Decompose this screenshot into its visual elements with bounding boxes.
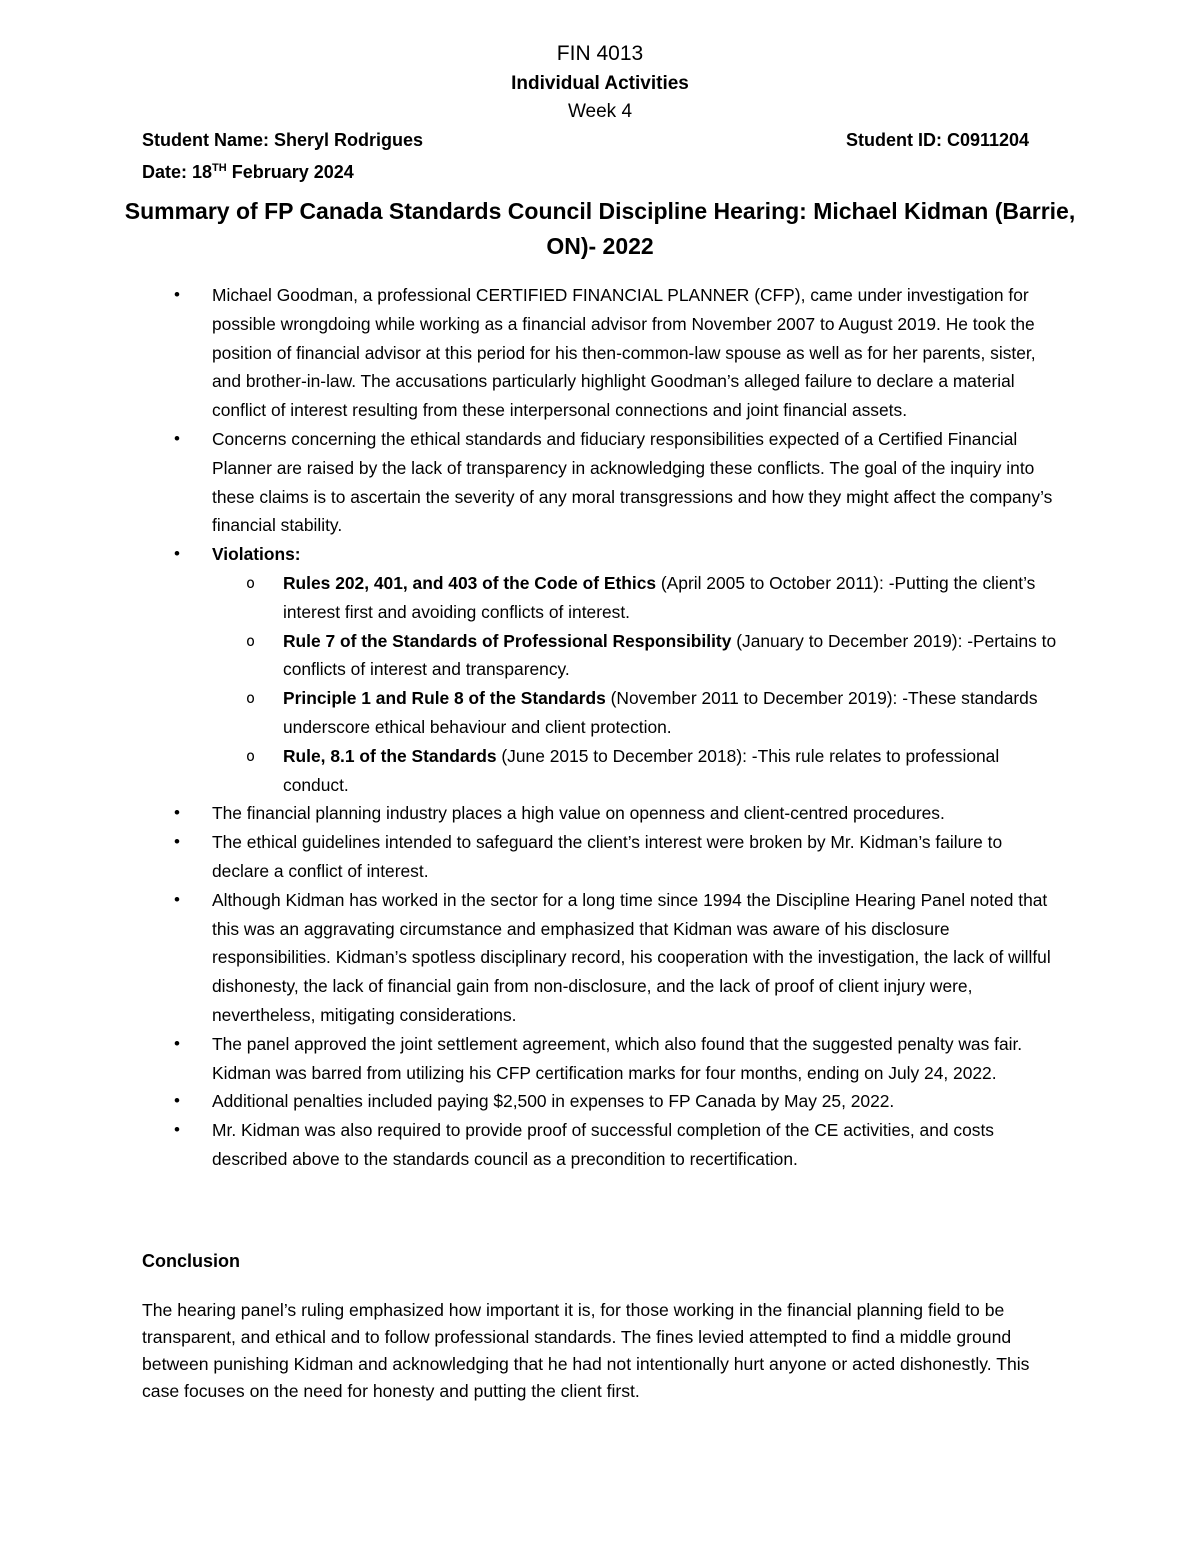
- bullet-icon: •: [174, 889, 180, 909]
- bullet-icon: •: [174, 285, 180, 304]
- violation-detail: (January to December 2019): -Pertains to conflicts of interest and transparency.: [283, 630, 1057, 680]
- violations-label: Violations:: [212, 544, 301, 565]
- bullet-icon: •: [174, 544, 180, 564]
- conclusion-heading: Conclusion: [142, 1251, 240, 1271]
- violation-rule: Rules 202, 401, and 403 of the Code of Ethics: [283, 572, 657, 593]
- list-item: [142, 828, 1062, 886]
- bullet-icon: •: [174, 803, 180, 823]
- bullet-icon: •: [174, 1033, 180, 1053]
- bullet-text: Although Kidman has worked in the sector for a long time since 1994 the Discipline Hearing Panel noted that this was an aggravating circumstance and emphasized that Kidman was aware of his disclosure responsibilities. Kidman’s spotless disciplinary record, his cooperation with the investigation, the lack of willful dishonesty, the lack of financial gain from non-disclosure, and the lack of proof of client injury were, nevertheless, mitigating considerations.: [212, 889, 1051, 1025]
- bullet-text: Additional penalties included paying $2,500 in expenses to FP Canada by May 25, 2022.: [212, 1091, 895, 1112]
- bullet-icon: •: [174, 832, 180, 852]
- violation-rule: Rule 7 of the Standards of Professional Responsibility: [283, 630, 732, 651]
- list-item: [142, 1087, 1062, 1116]
- violations-sublist: [142, 569, 1062, 799]
- list-item: [142, 886, 1062, 1030]
- activity-title: Individual Activities: [511, 73, 689, 94]
- week-label: Week 4: [567, 101, 633, 122]
- violation-rule: Principle 1 and Rule 8 of the Standards: [283, 688, 606, 709]
- conclusion-paragraph: The hearing panel’s ruling emphasized how important it is, for those working in the financial planning field to be transparent, and ethical and to follow professional standards. The fines levied attempted to find a middle ground between punishing Kidman and acknowledging that he had not intentionally hurt anyone or acted dishonestly. This case focuses on the need for honesty and putting the client first.: [142, 1300, 1030, 1401]
- bullet-icon: •: [174, 1091, 180, 1111]
- bullet-icon: •: [174, 428, 180, 448]
- bullet-text: Concerns concerning the ethical standards and fiduciary responsibilities expected of a Certified Financial Planner are raised by the lack of transparency in acknowledging these conflicts. The goal of the inquiry into these claims is to ascertain the severity of any moral transgressions and how they might affect the company’s financial stability.: [212, 428, 1053, 536]
- circle-bullet-icon: o: [246, 746, 256, 765]
- violation-rule: Rule, 8.1 of the Standards: [283, 745, 497, 766]
- sub-list-item: [142, 569, 1062, 627]
- list-item: [142, 799, 1062, 828]
- bullet-text: Mr. Kidman was also required to provide proof of successful completion of the CE activities, and costs described above to the standards council as a precondition to recertification.: [212, 1120, 994, 1169]
- list-item: [142, 281, 1062, 425]
- circle-bullet-icon: o: [246, 573, 256, 592]
- student-id: Student ID: C0911204: [846, 130, 1030, 150]
- bullet-text: The panel approved the joint settlement agreement, which also found that the suggested penalty was fair. Kidman was barred from utilizing his CFP certification marks for four months, ending on July 24, 2022.: [212, 1033, 1023, 1083]
- circle-bullet-icon: o: [246, 631, 256, 650]
- bullet-icon: •: [174, 1120, 180, 1140]
- document-title: Summary of FP Canada Standards Council Discipline Hearing: Michael Kidman (Barrie, ON)- 2022: [124, 198, 1076, 259]
- course-code: FIN 4013: [556, 42, 644, 65]
- bullet-text: The ethical guidelines intended to safeguard the client’s interest were broken by Mr. Kidman’s failure to declare a conflict of interest.: [212, 832, 1003, 881]
- sub-list-item: [142, 684, 1062, 742]
- bullet-text: The financial planning industry places a high value on openness and client-centred procedures.: [212, 803, 945, 824]
- student-name: Student Name: Sheryl Rodrigues: [142, 130, 424, 150]
- circle-bullet-icon: o: [246, 689, 256, 708]
- list-item: [142, 1116, 1062, 1174]
- date-prefix: Date: 18: [142, 162, 213, 182]
- summary-bullet-list: [142, 281, 1062, 1174]
- list-item-violations: [142, 540, 1062, 569]
- date-line: [142, 154, 354, 186]
- date-ordinal: TH: [212, 162, 227, 174]
- sub-list-item: [142, 742, 1062, 800]
- date-rest: February 2024: [226, 162, 354, 182]
- sub-list-item: [142, 627, 1062, 685]
- list-item: [142, 425, 1062, 540]
- violation-detail: (April 2005 to October 2011): -Putting the client’s interest first and avoiding conflicts of interest.: [283, 572, 1036, 622]
- list-item: [142, 1030, 1062, 1088]
- violation-detail: (June 2015 to December 2018): -This rule relates to professional conduct.: [283, 745, 1000, 795]
- violation-detail: (November 2011 to December 2019): -These standards underscore ethical behaviour and client protection.: [283, 688, 1038, 737]
- bullet-text: Michael Goodman, a professional CERTIFIED FINANCIAL PLANNER (CFP), came under investigation for possible wrongdoing while working as a financial advisor from November 2007 to August 2019. He took the position of financial advisor at this period for his then-common-law spouse as well as for her parents, sister, and brother-in-law. The accusations particularly highlight Goodman’s alleged failure to declare a material conflict of interest resulting from these interpersonal connections and joint financial assets.: [212, 285, 1036, 421]
